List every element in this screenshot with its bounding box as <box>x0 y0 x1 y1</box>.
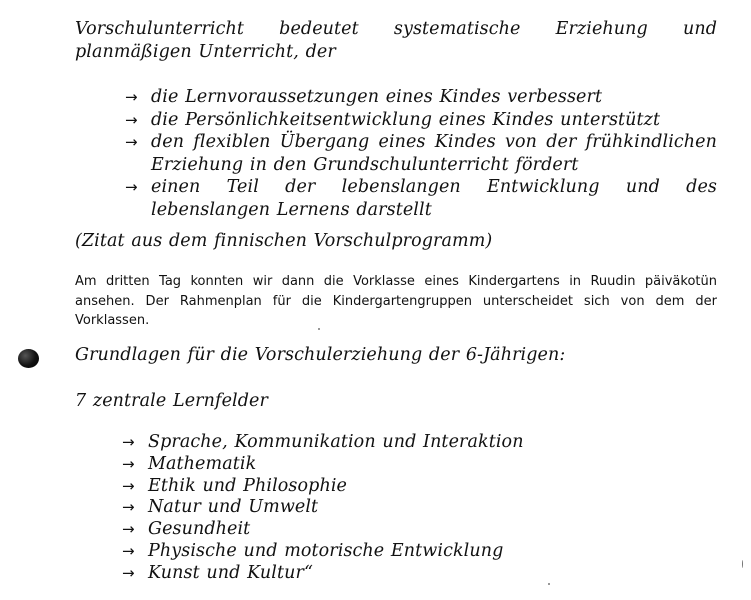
arrow-right-icon: → <box>122 520 135 539</box>
list-item-text: Gesundheit <box>148 519 251 540</box>
arrow-right-icon: → <box>122 454 135 473</box>
arrow-right-icon: → <box>125 110 138 129</box>
list-item-text: die Persönlichkeitsentwicklung eines Kindes unterstützt <box>151 109 661 130</box>
scan-speck <box>318 328 320 330</box>
list-item-text: die Lernvoraussetzungen eines Kindes verbessert <box>151 87 603 107</box>
list-item-text: Ethik und Philosophie <box>148 475 347 496</box>
list-item-text: Natur und Umwelt <box>148 497 319 518</box>
list-item <box>122 519 642 541</box>
quote-citation: (Zitat aus dem finnischen Vorschulprogramm) <box>75 231 493 251</box>
section-heading: Grundlagen für die Vorschulerziehung der 6-Jährigen: <box>75 345 566 365</box>
list-item-text: Physische und motorische Entwicklung <box>148 540 504 561</box>
arrow-right-icon: → <box>122 476 135 495</box>
arrow-right-icon: → <box>125 178 138 196</box>
arrow-right-icon: → <box>125 133 138 151</box>
scan-speck <box>742 560 743 568</box>
goals-list <box>125 86 717 221</box>
list-item <box>122 541 642 563</box>
list-item-text: Sprache, Kommunikation und Interaktion <box>148 432 524 452</box>
list-item-text: Kunst und Kultur“ <box>148 562 313 583</box>
intro-text: Vorschulunterricht bedeutet systematische Erziehung und planmäßigen Unterricht, der <box>75 19 717 62</box>
section-subheading: 7 zentrale Lernfelder <box>75 391 268 411</box>
list-item <box>125 176 717 221</box>
bullet-dot-icon <box>18 349 39 368</box>
list-item <box>125 109 717 132</box>
list-item <box>122 454 642 476</box>
list-item <box>122 432 642 454</box>
list-item <box>122 476 642 498</box>
list-item-text: Mathematik <box>148 453 257 474</box>
arrow-right-icon: → <box>125 88 138 106</box>
list-item <box>122 497 642 519</box>
scan-speck <box>548 583 550 585</box>
list-item-text: einen Teil der lebenslangen Entwicklung und des lebenslangen Lernens darstellt <box>151 177 717 220</box>
arrow-right-icon: → <box>122 433 135 451</box>
arrow-right-icon: → <box>122 563 135 582</box>
list-item <box>125 131 717 176</box>
list-item <box>122 563 642 585</box>
body-paragraph: Am dritten Tag konnten wir dann die Vorklasse eines Kindergartens in Ruudin päiväkotün ansehen. Der Rahmenplan für die Kindergartengruppen unterscheidet sich von dem der Vorklassen. <box>75 274 717 328</box>
learning-fields-list <box>122 432 642 585</box>
arrow-right-icon: → <box>122 498 135 517</box>
list-item <box>125 86 717 109</box>
list-item-text: den flexiblen Übergang eines Kindes von der frühkindlichen Erziehung in den Grundschulunterricht fördert <box>151 132 717 175</box>
arrow-right-icon: → <box>122 541 135 560</box>
